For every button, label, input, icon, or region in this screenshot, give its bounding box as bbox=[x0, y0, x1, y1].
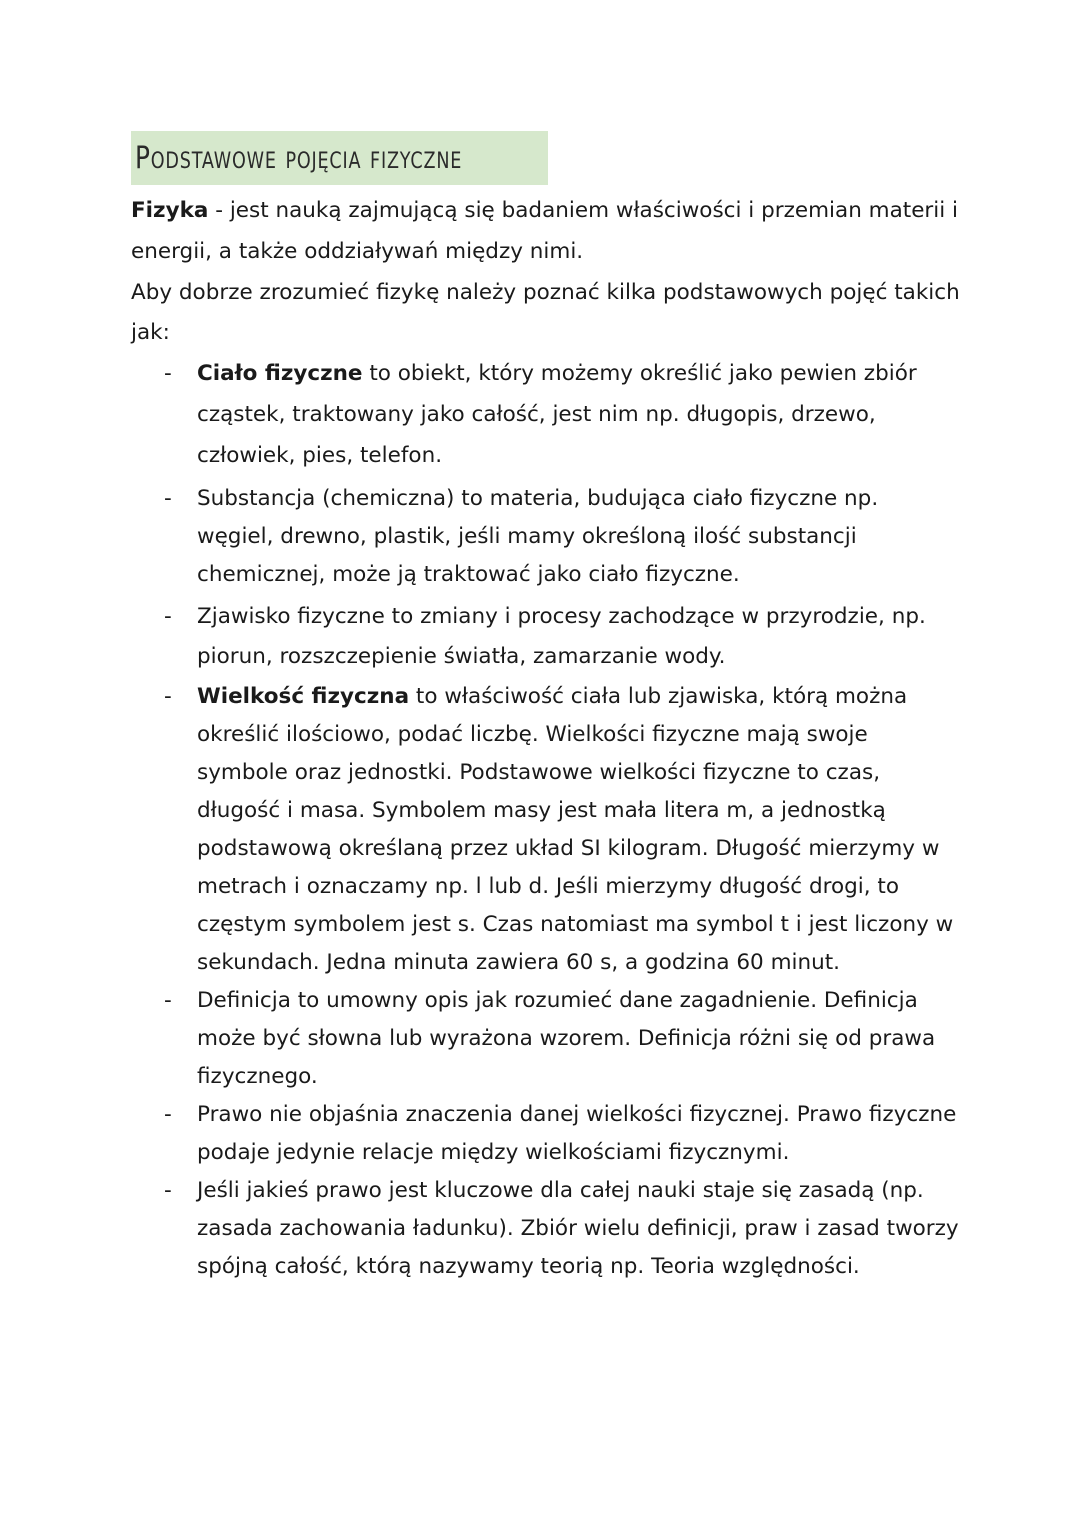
intro-definition bbox=[131, 191, 961, 273]
list-item bbox=[131, 480, 961, 594]
list-item bbox=[131, 1172, 961, 1286]
list-item bbox=[131, 982, 961, 1096]
intro-section bbox=[131, 191, 961, 354]
list-dash: - bbox=[164, 603, 172, 629]
list-item-text: to właściwość ciała lub zjawiska, którą można określić ilościowo, podać liczbę. Wielkości fizyczne mają swoje symbole oraz jednostki. Podstawowe wielkości fizyczne to czas, długość i masa. Symbolem masy jest mała litera m, a jednostką podstawową określaną przez układ SI kilogram. Długość mierzymy w metrach i oznaczamy np. l lub d. Jeśli mierzymy długość drogi, to częstym symbolem jest s. Czas natomiast ma symbol t i jest liczony w sekundach. Jedna minuta zawiera 60 s, a godzina 60 minut. bbox=[197, 684, 954, 976]
intro-definition-text: - jest nauką zajmującą się badaniem właściwości i przemian materii i energii, a także oddziaływań między nimi. bbox=[131, 198, 959, 264]
list-item-text: Jeśli jakieś prawo jest kluczowe dla całej nauki staje się zasadą (np. zasada zachowania ładunku). Zbiór wielu definicji, praw i zasad tworzy spójną całość, którą nazywamy teorią np. Teoria względności. bbox=[197, 1178, 959, 1280]
page-title: Podstawowe pojęcia fizyczne bbox=[135, 140, 463, 176]
list-item-text: Substancja (chemiczna) to materia, budująca ciało fizyczne np. węgiel, drewno, plastik, jeśli mamy określoną ilość substancji chemicznej, może ją traktować jako ciało fizyczne. bbox=[197, 485, 879, 587]
list-item-term: Ciało fizyczne bbox=[197, 361, 363, 387]
intro-lead: Aby dobrze zrozumieć fizykę należy poznać kilka podstawowych pojęć takich jak: bbox=[131, 279, 960, 346]
list-dash: - bbox=[164, 988, 172, 1014]
list-item-text: Zjawisko fizyczne to zmiany i procesy zachodzące w przyrodzie, np. piorun, rozszczepienie światła, zamarzanie wody. bbox=[197, 603, 926, 670]
intro-term: Fizyka bbox=[131, 198, 209, 223]
list-item-text: Definicja to umowny opis jak rozumieć dane zagadnienie. Definicja może być słowna lub wyrażona wzorem. Definicja różni się od prawa fizycznego. bbox=[197, 988, 936, 1090]
list-dash: - bbox=[164, 485, 172, 511]
concept-list bbox=[131, 354, 961, 1286]
list-item-text: Prawo nie objaśnia znaczenia danej wielkości fizycznej. Prawo fizyczne podaje jedynie relacje między wielkościami fizycznymi. bbox=[197, 1102, 957, 1166]
list-item bbox=[131, 354, 961, 476]
list-item-term: Wielkość fizyczna bbox=[197, 684, 410, 710]
list-item-text: to obiekt, który możemy określić jako pewien zbiór cząstek, traktowany jako całość, jest nim np. długopis, drzewo, człowiek, pies, telefon. bbox=[197, 361, 917, 468]
list-item bbox=[131, 678, 961, 982]
list-dash: - bbox=[164, 1178, 172, 1204]
list-dash: - bbox=[164, 1102, 172, 1128]
list-dash: - bbox=[164, 684, 172, 710]
document-body bbox=[131, 191, 961, 1286]
title-highlight bbox=[131, 131, 548, 185]
list-item bbox=[131, 597, 961, 679]
list-dash: - bbox=[164, 361, 172, 387]
list-item bbox=[131, 1096, 961, 1172]
